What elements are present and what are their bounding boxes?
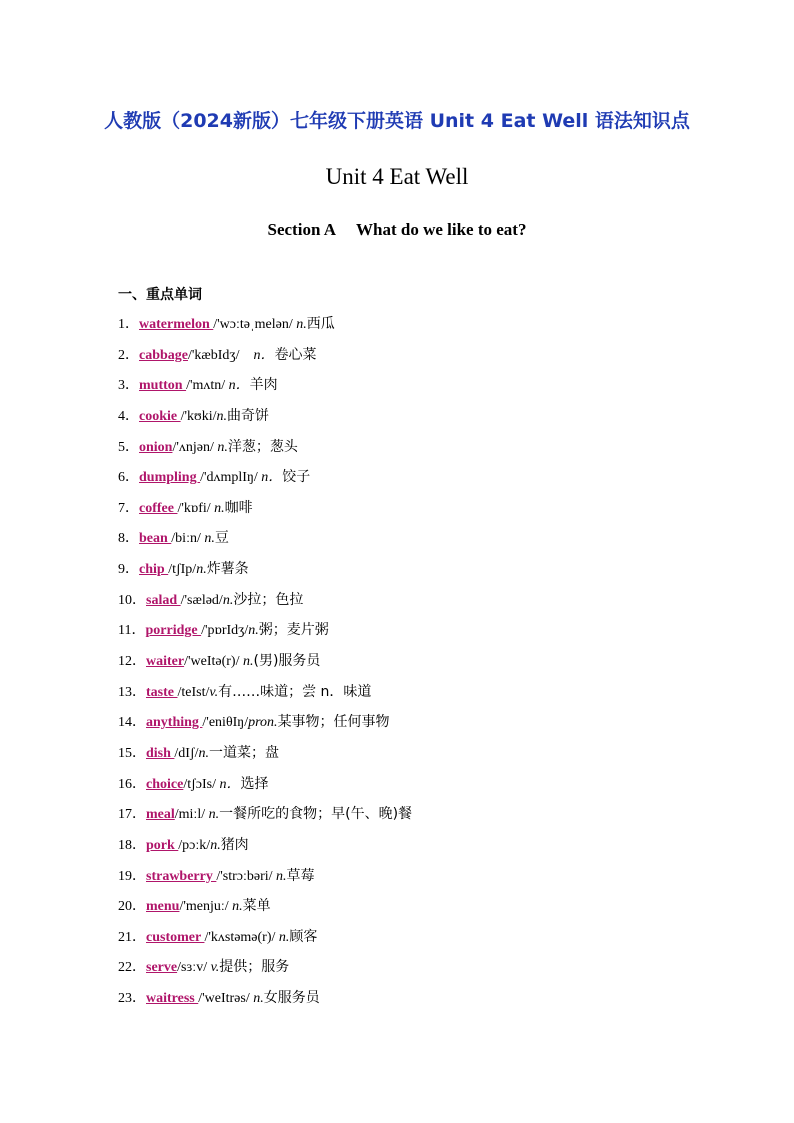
vocab-item — [118, 894, 412, 925]
vocab-number: 8． — [118, 531, 139, 547]
vocab-part-of-speech: n. — [222, 592, 234, 608]
vocab-part-of-speech: n. — [276, 868, 287, 884]
vocab-meaning: 提供；服务 — [219, 959, 290, 976]
vocab-word: coffee — [139, 500, 178, 516]
vocab-number: 14． — [118, 715, 146, 731]
vocab-part-of-speech: v. — [209, 684, 219, 700]
vocab-item — [118, 373, 412, 404]
vocab-meaning: 菜单 — [242, 898, 271, 915]
vocab-part-of-speech: n． — [261, 470, 283, 486]
vocab-part-of-speech: n. — [214, 500, 225, 516]
vocab-word: strawberry — [146, 868, 217, 884]
vocab-item — [118, 802, 412, 833]
vocab-meaning: 顾客 — [289, 928, 318, 945]
vocab-item — [118, 435, 412, 466]
vocab-word: watermelon — [139, 317, 214, 332]
vocab-word: waiter — [146, 654, 185, 670]
vocab-item — [118, 955, 412, 986]
vocab-number: 21． — [118, 929, 146, 945]
vocab-phonetic: /'dʌmplIŋ/ — [200, 470, 262, 486]
vocab-item — [118, 312, 412, 343]
vocab-part-of-speech: v. — [210, 960, 220, 976]
vocab-number: 10． — [118, 592, 146, 608]
vocab-word: menu — [146, 899, 180, 915]
vocab-part-of-speech: n. — [198, 745, 210, 761]
vocab-phonetic: /'kæbIdʒ/ — [188, 347, 254, 363]
vocab-number: 1． — [118, 317, 139, 332]
section-label: Section A — [267, 220, 336, 239]
vocab-part-of-speech: n. — [296, 317, 307, 332]
vocab-meaning: 猪肉 — [220, 836, 249, 853]
vocab-number: 20． — [118, 899, 146, 915]
vocab-phonetic: /'sæləd/ — [180, 592, 223, 608]
vocab-word: chip — [139, 562, 169, 578]
vocab-phonetic: /dIʃ/ — [174, 745, 199, 761]
vocab-number: 7． — [118, 500, 139, 516]
vocab-part-of-speech: n． — [253, 347, 275, 363]
vocab-word: mutton — [139, 378, 187, 394]
vocab-number: 3． — [118, 378, 139, 394]
vocab-meaning: 咖啡 — [224, 499, 253, 516]
vocab-phonetic: /'kʌstəmə(r)/ — [204, 929, 279, 945]
vocab-phonetic: /'eniθIŋ/ — [202, 715, 249, 731]
vocab-item — [118, 465, 412, 496]
vocab-phonetic: /'wɔːtəˌmelən/ — [213, 317, 297, 332]
section-question: What do we like to eat? — [356, 220, 527, 239]
vocab-meaning: 女服务员 — [263, 990, 320, 1007]
vocab-part-of-speech: n. — [253, 991, 264, 1007]
vocab-word: pork — [146, 837, 179, 853]
vocab-number: 4． — [118, 408, 139, 424]
vocab-number: 2． — [118, 347, 139, 363]
vocab-number: 5． — [118, 439, 139, 455]
vocab-word: bean — [139, 531, 172, 547]
vocab-part-of-speech: n． — [228, 378, 250, 394]
vocab-word: choice — [146, 776, 184, 792]
vocab-phonetic: /'mʌtn/ — [186, 378, 229, 394]
vocab-phonetic: /miːl/ — [174, 807, 209, 823]
section-title — [0, 220, 794, 240]
vocab-part-of-speech: n. — [204, 531, 215, 547]
vocab-word: customer — [146, 929, 205, 945]
vocab-phonetic: /'kɒfi/ — [177, 500, 215, 516]
vocab-number: 17． — [118, 807, 146, 823]
vocab-item — [118, 925, 412, 956]
vocab-meaning: 有……味道；尝 n．味道 — [218, 683, 372, 700]
vocab-number: 6． — [118, 470, 139, 486]
vocab-word: dumpling — [139, 470, 201, 486]
vocab-part-of-speech: n. — [242, 654, 254, 670]
vocab-part-of-speech: n. — [217, 439, 228, 455]
vocab-word: salad — [146, 592, 181, 608]
vocab-word: cabbage — [139, 347, 188, 363]
vocab-phonetic: /'menjuː/ — [179, 899, 233, 915]
vocab-meaning: 西瓜 — [306, 316, 335, 332]
vocab-meaning: 洋葱；葱头 — [227, 438, 298, 455]
vocab-item — [118, 618, 412, 649]
vocab-phonetic: /sɜːv/ — [177, 960, 211, 976]
vocab-item — [118, 710, 412, 741]
vocab-number: 11． — [118, 623, 146, 639]
vocab-meaning: 选择 — [240, 775, 269, 792]
vocab-item — [118, 833, 412, 864]
vocab-word: onion — [139, 439, 173, 455]
vocab-number: 22． — [118, 960, 146, 976]
vocab-part-of-speech: n. — [278, 929, 290, 945]
vocab-meaning: 炸薯条 — [206, 561, 249, 578]
vocab-part-of-speech: n. — [208, 807, 220, 823]
vocab-phonetic: /'ʌnjən/ — [172, 439, 218, 455]
vocab-item — [118, 772, 412, 803]
vocab-phonetic: /biːn/ — [171, 531, 205, 547]
vocab-meaning: 沙拉；色拉 — [233, 591, 304, 608]
vocab-part-of-speech: n． — [219, 776, 241, 792]
vocab-part-of-speech: n. — [196, 562, 207, 578]
vocab-number: 12． — [118, 654, 146, 670]
vocab-meaning: 羊肉 — [249, 377, 278, 394]
vocab-item — [118, 649, 412, 680]
vocab-number: 19． — [118, 868, 146, 884]
vocab-item — [118, 557, 412, 588]
vocab-meaning: 曲奇饼 — [226, 407, 269, 424]
vocab-word: cookie — [139, 408, 181, 424]
vocab-meaning: 粥；麦片粥 — [258, 622, 329, 639]
vocab-number: 13． — [118, 684, 146, 700]
vocab-part-of-speech: pron. — [248, 715, 278, 731]
vocab-meaning: 一餐所吃的食物；早(午、晚)餐 — [219, 806, 413, 823]
vocab-item — [118, 526, 412, 557]
vocab-part-of-speech: n. — [210, 837, 221, 853]
vocab-part-of-speech: n. — [216, 408, 227, 424]
vocab-phonetic: /tʃIp/ — [168, 562, 197, 578]
vocab-heading: 一、重点单词 — [118, 287, 202, 303]
vocab-item — [118, 343, 412, 374]
document-title: 人教版（2024新版）七年级下册英语 Unit 4 Eat Well 语法知识点 — [104, 110, 690, 132]
vocab-part-of-speech: n. — [232, 899, 243, 915]
vocab-phonetic: /teIst/ — [177, 684, 210, 700]
vocab-meaning: 饺子 — [282, 469, 311, 486]
vocab-meaning: 草莓 — [286, 867, 315, 884]
vocab-word: waitress — [146, 991, 199, 1007]
vocab-item — [118, 986, 412, 1017]
vocab-phonetic: /'weItrəs/ — [198, 991, 254, 1007]
vocab-meaning: 一道菜；盘 — [209, 744, 280, 761]
vocab-number: 18． — [118, 837, 146, 853]
vocab-word: dish — [146, 745, 175, 761]
vocab-meaning: 某事物；任何事物 — [277, 714, 390, 731]
vocab-word: taste — [146, 684, 178, 700]
vocab-number: 15． — [118, 745, 146, 761]
vocab-number: 9． — [118, 562, 139, 578]
vocab-meaning: 豆 — [214, 530, 229, 547]
vocab-item — [118, 496, 412, 527]
vocab-part-of-speech: n. — [248, 623, 259, 639]
vocab-phonetic: /pɔːk/ — [178, 837, 211, 853]
vocab-item — [118, 864, 412, 895]
vocab-item — [118, 680, 412, 711]
vocab-phonetic: /'pɒrIdʒ/ — [201, 623, 249, 639]
vocab-list — [118, 312, 412, 1017]
vocab-word: anything — [146, 715, 203, 731]
vocab-meaning: 卷心菜 — [274, 346, 317, 363]
vocab-meaning: (男)服务员 — [253, 653, 321, 670]
vocab-word: serve — [146, 960, 178, 976]
vocab-number: 23． — [118, 991, 146, 1007]
vocab-number: 16． — [118, 776, 146, 792]
vocab-item — [118, 588, 412, 619]
vocab-word: meal — [146, 807, 175, 823]
vocab-item — [118, 404, 412, 435]
vocab-phonetic: /'strɔːbəri/ — [216, 868, 277, 884]
vocab-phonetic: /'weItə(r)/ — [184, 654, 243, 670]
vocab-item — [118, 741, 412, 772]
vocab-phonetic: /tʃɔIs/ — [183, 776, 220, 792]
vocab-word: porridge — [145, 623, 202, 639]
unit-title: Unit 4 Eat Well — [325, 164, 469, 189]
vocab-phonetic: /'kʊki/ — [180, 408, 217, 424]
